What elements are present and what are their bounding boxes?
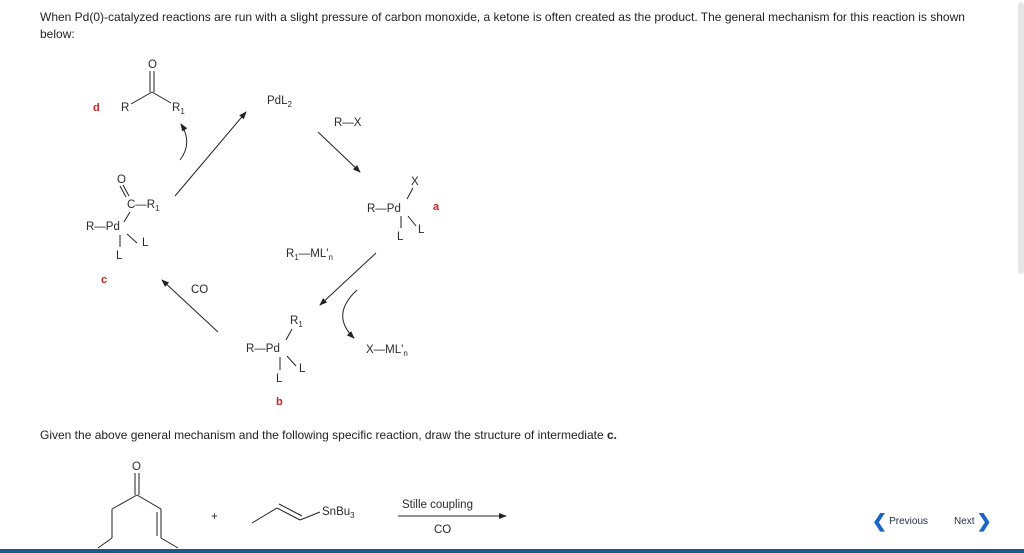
ketone-bond-left [131, 92, 152, 104]
int-b-rpd: R—Pd [246, 343, 280, 355]
arrow-to-catalyst [175, 112, 246, 196]
scrollbar-thumb[interactable] [1018, 2, 1024, 274]
label-a: a [433, 201, 440, 213]
int-a-x-bond [407, 188, 413, 199]
stannane-label: SnBu$_3$ [322, 506, 355, 520]
int-a-rpd: R—Pd [367, 203, 401, 215]
previous-label: Previous [889, 515, 928, 527]
int-a-l2: L [418, 224, 425, 236]
int-b-r1: $R_1$ [290, 315, 303, 329]
intro-text: When Pd(0)-catalyzed reactions are run with a slight pressure of carbon monoxide, a ketone is often created as the product. The general mechanism for this reaction is shown below: [40, 10, 965, 41]
question-body: Given the above general mechanism and the following specific reaction, draw the structure of intermediate [40, 428, 604, 442]
int-a-l2-bond [408, 216, 416, 226]
next-label: Next [954, 515, 975, 527]
bottom-bar [0, 549, 1024, 553]
int-a-x: X [411, 176, 419, 188]
reactant-cyclohexenone [98, 461, 178, 548]
ketone-bond-right [152, 92, 171, 103]
reactant-allylstannane [252, 504, 320, 523]
int-c-l2: L [142, 237, 149, 249]
int-c-rpd: R—Pd [86, 221, 120, 233]
ketone-r1: $R_1$ [172, 102, 185, 116]
arrow-curved-byproduct [343, 290, 357, 338]
conditions-top: Stille coupling [402, 499, 473, 511]
conditions-bottom: CO [434, 524, 452, 536]
co-label: CO [191, 284, 209, 296]
int-c-oxygen: O [117, 174, 126, 186]
int-b-l2: L [299, 363, 306, 375]
chevron-left-icon: ❮ [872, 511, 888, 531]
int-b-l2-bond [287, 356, 296, 366]
int-c-acyl-bond [124, 212, 130, 222]
int-b-r1-bond [286, 329, 292, 340]
svg-text:O: O [132, 461, 141, 473]
label-d: d [93, 102, 100, 114]
plus-sign: + [211, 511, 218, 523]
int-b-l1: L [276, 373, 283, 385]
label-c: c [101, 274, 108, 286]
chevron-right-icon: ❯ [976, 511, 992, 531]
question-target: c. [606, 428, 617, 442]
reagent-rx: R—X [334, 117, 362, 129]
int-c-co-bond-2 [123, 185, 129, 196]
transmet-in: $R_1—ML'_n$ [286, 248, 333, 262]
int-c-cr1: $C—R_1$ [127, 199, 160, 213]
arrow-oxidative-addition [318, 132, 360, 172]
transmet-out: $X—ML'_n$ [366, 344, 408, 358]
ketone-oxygen: O [148, 59, 157, 71]
ketone-r: R [121, 102, 130, 114]
int-a-l1: L [397, 231, 404, 243]
int-c-l1: L [116, 250, 123, 262]
catalyst-pdl2: PdL$_2$ [267, 95, 292, 109]
question-text [40, 428, 617, 442]
label-b: b [276, 396, 283, 408]
int-c-co-bond-1 [120, 186, 126, 197]
previous-button[interactable] [872, 512, 928, 530]
int-c-l2-bond [127, 234, 137, 243]
arrow-co-insertion [162, 280, 218, 332]
next-button[interactable] [954, 512, 992, 530]
arrow-curved-reductive-elimination [180, 124, 187, 160]
